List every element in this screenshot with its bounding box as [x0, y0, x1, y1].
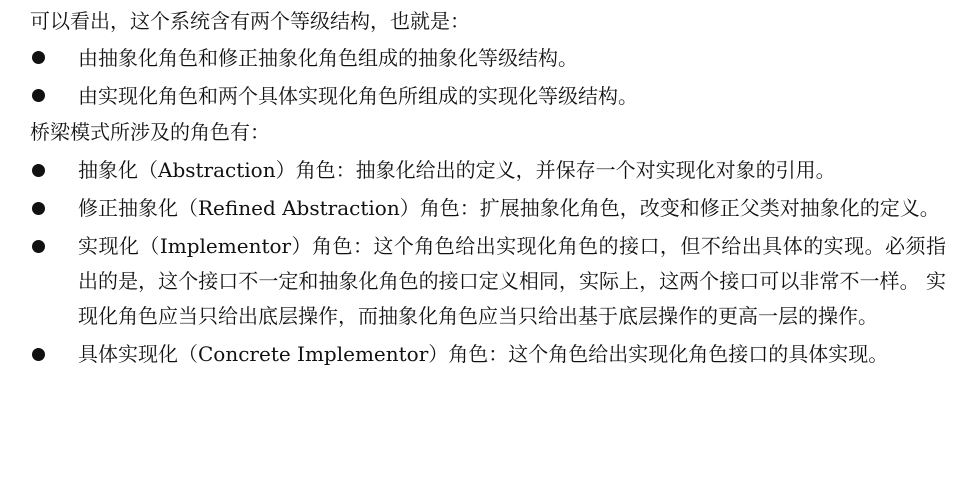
roles-intro-paragraph: 桥梁模式所涉及的角色有：: [30, 120, 270, 144]
list-item: [30, 229, 946, 334]
bullet-icon: [32, 89, 45, 102]
bullet-icon: [32, 51, 45, 64]
role-text: 修正抽象化（Refined Abstraction）角色：扩展抽象化角色，改变和修正父类对抽象化的定义。: [78, 196, 940, 220]
list-item: [30, 39, 946, 77]
role-text: 具体实现化（Concrete Implementor）角色：这个角色给出实现化角色接口的具体实现。: [78, 342, 889, 366]
bullet-icon: [32, 348, 45, 361]
bullet-icon: [32, 164, 45, 177]
list-item: [30, 153, 946, 188]
list-item: [30, 77, 946, 115]
intro-paragraph: 可以看出，这个系统含有两个等级结构，也就是：: [30, 9, 470, 33]
role-text: 抽象化（Abstraction）角色：抽象化给出的定义，并保存一个对实现化对象的引用。: [78, 158, 836, 182]
bullet-icon: [32, 202, 45, 215]
hierarchy-text: 由抽象化角色和修正抽象化角色组成的抽象化等级结构。: [78, 46, 578, 70]
bullet-icon: [32, 240, 45, 253]
list-item: [30, 191, 946, 226]
hierarchy-text: 由实现化角色和两个具体实现化角色所组成的实现化等级结构。: [78, 84, 638, 108]
list-item: [30, 337, 946, 372]
roles-list: [30, 153, 946, 372]
role-text: 实现化（Implementor）角色：这个角色给出实现化角色的接口，但不给出具体的实现。必须指出的是，这个接口不一定和抽象化角色的接口定义相同，实际上，这两个接口可以非常不一样。 实现化角色应当只给出底层操作，而抽象化角色应当只给出基于底层操作的更高一层的操作。: [78, 234, 946, 328]
hierarchy-list: [30, 39, 937, 115]
